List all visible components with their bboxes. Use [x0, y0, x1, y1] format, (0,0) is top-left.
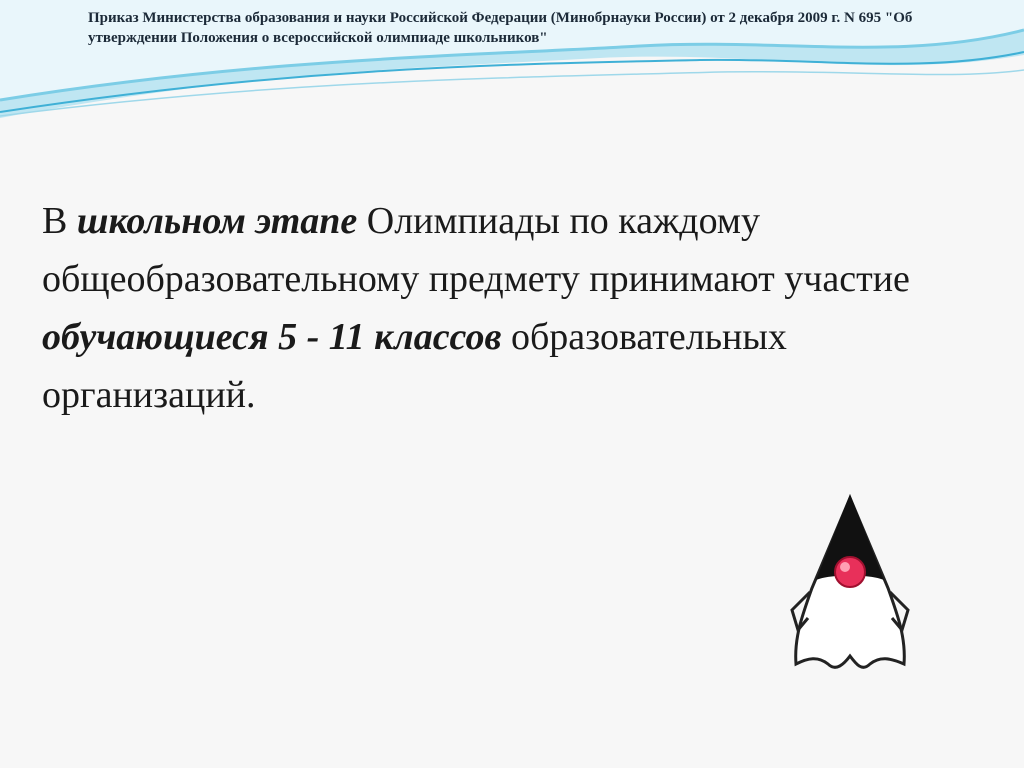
- text-part-1: В: [42, 200, 77, 242]
- text-part-3: образовательных организаций.: [42, 316, 787, 416]
- main-paragraph: [42, 192, 1002, 424]
- header-title: Приказ Министерства образования и науки Российской Федерации (Минобрнауки России) от 2 декабря 2009 г. N 695 "Об утверждении Положения о всероссийской олимпиаде школьников": [88, 10, 913, 46]
- emphasis-school-stage: школьном этапе: [76, 200, 358, 242]
- duke-mascot-icon: [780, 488, 920, 678]
- emphasis-grades: обучающиеся 5 - 11 классов: [42, 316, 502, 358]
- text-part-2: Олимпиады по каждому общеобразовательному предмету принимают участие: [42, 200, 910, 300]
